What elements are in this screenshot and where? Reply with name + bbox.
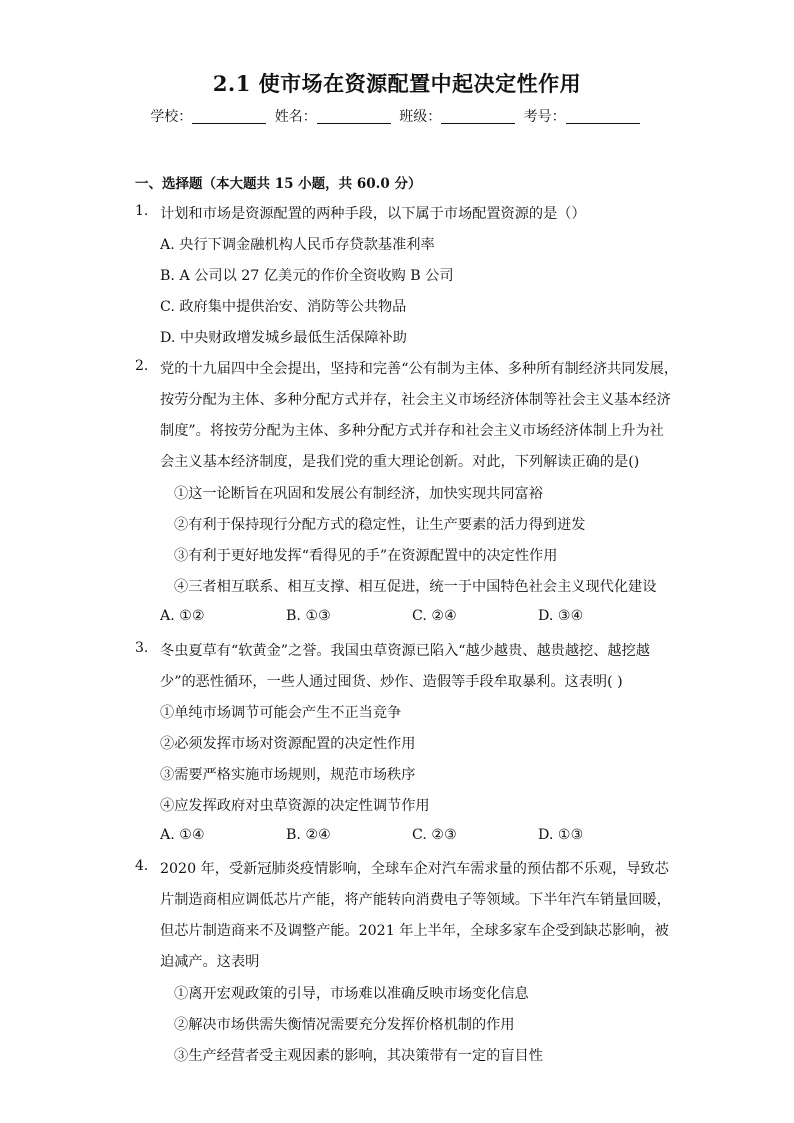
- statement-item: ①离开宏观政策的引导，市场难以准确反映市场变化信息: [174, 986, 529, 1002]
- statement-item: ③需要严格实施市场规则，规范市场秩序: [160, 767, 416, 783]
- question-stem-line: 2020 年，受新冠肺炎疫情影响，全球车企对汽车需求量的预估都不乐观，导致芯: [160, 861, 669, 877]
- question-stem-line: 党的十九届四中全会提出，坚持和完善“公有制为主体、多种所有制经济共同发展，: [160, 361, 679, 377]
- question-number: 3.: [135, 640, 149, 656]
- question-stem-line: 迫减产。这表明: [160, 954, 260, 970]
- question-stem-line: 但芯片制造商来不及调整产能。2021 年上半年，全球多家车企受到缺芯影响，被: [160, 923, 669, 939]
- option-c: C. 政府集中提供治安、消防等公共物品: [160, 299, 407, 315]
- statement-item: ②必须发挥市场对资源配置的决定性作用: [160, 736, 416, 752]
- question-stem: 计划和市场是资源配置的两种手段，以下属于市场配置资源的是（）: [160, 206, 586, 222]
- statement-item: ②有利于保持现行分配方式的稳定性，让生产要素的活力得到迸发: [174, 517, 586, 533]
- statement-item: ①单纯市场调节可能会产生不正当竞争: [160, 705, 402, 721]
- question-stem-line: 片制造商相应调低芯片产能，将产能转向消费电子等领域。下半年汽车销量回暖，: [160, 892, 671, 908]
- question-stem-line: 按劳分配为主体、多种分配方式并存，社会主义市场经济体制等社会主义基本经济: [160, 392, 671, 408]
- question-stem-line: 会主义基本经济制度，是我们党的重大理论创新。对此，下列解读正确的是(): [160, 454, 640, 470]
- option-b: B. ②④: [286, 827, 331, 843]
- option-d: D. ③④: [538, 608, 584, 624]
- question-number: 4.: [135, 858, 149, 874]
- option-c: C. ②④: [412, 608, 457, 624]
- statement-item: ①这一论断旨在巩固和发展公有制经济，加快实现共同富裕: [174, 486, 543, 502]
- page-title: 2.1 使市场在资源配置中起决定性作用: [212, 71, 582, 96]
- student-info-row: [0, 106, 794, 126]
- school-blank[interactable]: [192, 109, 266, 124]
- question-stem-line: 制度”。将按劳分配为主体、多种分配方式并存和社会主义市场经济体制上升为社: [160, 423, 664, 439]
- option-a: A. ①④: [160, 827, 205, 843]
- option-b: B. ①③: [286, 608, 331, 624]
- statement-item: ③有利于更好地发挥“看得见的手”在资源配置中的决定性作用: [174, 548, 558, 564]
- option-a: A. 央行下调金融机构人民币存贷款基准利率: [160, 237, 435, 253]
- question-stem-line: 冬虫夏草有“软黄金”之誉。我国虫草资源已陷入“越少越贵、越贵越挖、越挖越: [160, 643, 650, 659]
- option-c: C. ②③: [412, 827, 457, 843]
- question-number: 1.: [135, 203, 149, 219]
- class-blank[interactable]: [441, 109, 515, 124]
- option-b: B. A 公司以 27 亿美元的作价全资收购 B 公司: [160, 268, 454, 284]
- exam-no-label: 考号：: [523, 109, 566, 125]
- question-stem-line: 少”的恶性循环，一些人通过囤货、炒作、造假等手段牟取暴利。这表明( ): [160, 674, 623, 690]
- option-a: A. ①②: [160, 608, 205, 624]
- name-blank[interactable]: [317, 109, 391, 124]
- class-label: 班级：: [399, 109, 442, 125]
- question-number: 2.: [135, 358, 149, 374]
- exam-no-blank[interactable]: [566, 109, 640, 124]
- name-label: 姓名：: [274, 109, 317, 125]
- option-d: D. 中央财政增发城乡最低生活保障补助: [160, 330, 407, 346]
- statement-item: ③生产经营者受主观因素的影响，其决策带有一定的盲目性: [174, 1048, 543, 1064]
- statement-item: ④应发挥政府对虫草资源的决定性调节作用: [160, 798, 430, 814]
- option-d: D. ①③: [538, 827, 584, 843]
- statement-item: ④三者相互联系、相互支撑、相互促进，统一于中国特色社会主义现代化建设: [174, 579, 657, 595]
- statement-item: ②解决市场供需失衡情况需要充分发挥价格机制的作用: [174, 1017, 515, 1033]
- section-heading: 一、选择题（本大题共 15 小题，共 60.0 分）: [135, 176, 422, 192]
- school-label: 学校：: [150, 109, 193, 125]
